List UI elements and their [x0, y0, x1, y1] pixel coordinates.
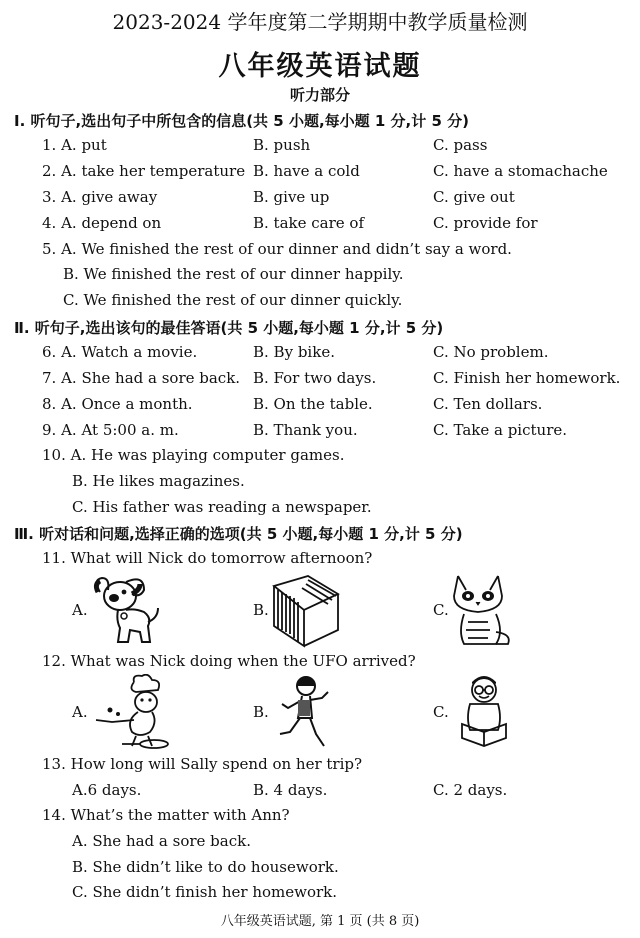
q14-option-a: A. She had a sore back. [72, 832, 251, 850]
cat-picture [450, 572, 514, 648]
q12-option-b: B. [253, 703, 269, 721]
q5-option-a: 5. A. We finished the rest of our dinner and didn’t say a word. [42, 240, 512, 258]
q12-option-a: A. [72, 703, 88, 721]
q10-option-a: 10. A. He was playing computer games. [42, 446, 345, 464]
q6-option-a: 6. A. Watch a movie. [42, 343, 198, 361]
q13-option-b: B. 4 days. [253, 781, 328, 799]
q8-option-a: 8. A. Once a month. [42, 395, 193, 413]
q2-option-b: B. have a cold [253, 162, 360, 180]
q11-stem: 11. What will Nick do tomorrow afternoon? [42, 549, 373, 567]
q1-option-b: B. push [253, 136, 311, 154]
q5-option-b: B. We finished the rest of our dinner happily. [63, 265, 404, 283]
q2-option-a: 2. A. take her temperature [42, 162, 246, 180]
books-picture [268, 572, 342, 648]
q3-option-c: C. give out [433, 188, 515, 206]
page-footer: 八年级英语试题, 第 1 页 (共 8 页) [220, 914, 420, 929]
section-3-heading: Ⅲ. 听对话和问题,选择正确的选项(共 5 小题,每小题 1 分,计 5 分) [14, 525, 463, 543]
q9-option-c: C. Take a picture. [433, 421, 568, 439]
exam-title: 2023-2024 学年度第二学期期中教学质量检测 [112, 10, 528, 34]
part-title: 听力部分 [289, 86, 350, 104]
q10-option-b: B. He likes magazines. [72, 472, 245, 490]
q11-option-b: B. [253, 601, 269, 619]
q7-option-a: 7. A. She had a sore back. [42, 369, 241, 387]
q12-option-c: C. [433, 703, 449, 721]
q14-option-c: C. She didn’t finish her homework. [72, 883, 338, 901]
q9-option-b: B. Thank you. [253, 421, 358, 439]
q7-option-c: C. Finish her homework. [433, 369, 621, 387]
q2-option-c: C. have a stomachache [433, 162, 608, 180]
q12-stem: 12. What was Nick doing when the UFO arrived? [42, 652, 416, 670]
q11-option-a: A. [72, 601, 88, 619]
q7-option-b: B. For two days. [253, 369, 377, 387]
paper-title: 八年级英语试题 [218, 51, 422, 82]
q13-option-c: C. 2 days. [433, 781, 508, 799]
q6-option-b: B. By bike. [253, 343, 335, 361]
q8-option-b: B. On the table. [253, 395, 373, 413]
q11-option-c: C. [433, 601, 449, 619]
q4-option-a: 4. A. depend on [42, 214, 162, 232]
section-1-heading: Ⅰ. 听句子,选出句子中所包含的信息(共 5 小题,每小题 1 分,计 5 分) [14, 112, 469, 130]
chef-picture [92, 674, 172, 750]
q5-option-c: C. We finished the rest of our dinner quickly. [63, 291, 403, 309]
q8-option-c: C. Ten dollars. [433, 395, 543, 413]
running-boy-picture [272, 674, 336, 750]
q10-option-c: C. His father was reading a newspaper. [72, 498, 372, 516]
dog-picture [88, 572, 162, 648]
q1-option-a: 1. A. put [42, 136, 107, 154]
q13-option-a: A.6 days. [72, 781, 142, 799]
q4-option-c: C. provide for [433, 214, 538, 232]
q4-option-b: B. take care of [253, 214, 365, 232]
q13-stem: 13. How long will Sally spend on her trip? [42, 755, 363, 773]
q3-option-b: B. give up [253, 188, 330, 206]
q3-option-a: 3. A. give away [42, 188, 158, 206]
q1-option-c: C. pass [433, 136, 488, 154]
q6-option-c: C. No problem. [433, 343, 549, 361]
section-2-heading: Ⅱ. 听句子,选出该句的最佳答语(共 5 小题,每小题 1 分,计 5 分) [14, 319, 444, 337]
reading-boy-picture [456, 674, 520, 750]
q14-option-b: B. She didn’t like to do housework. [72, 858, 339, 876]
q14-stem: 14. What’s the matter with Ann? [42, 806, 290, 824]
q9-option-a: 9. A. At 5:00 a. m. [42, 421, 179, 439]
